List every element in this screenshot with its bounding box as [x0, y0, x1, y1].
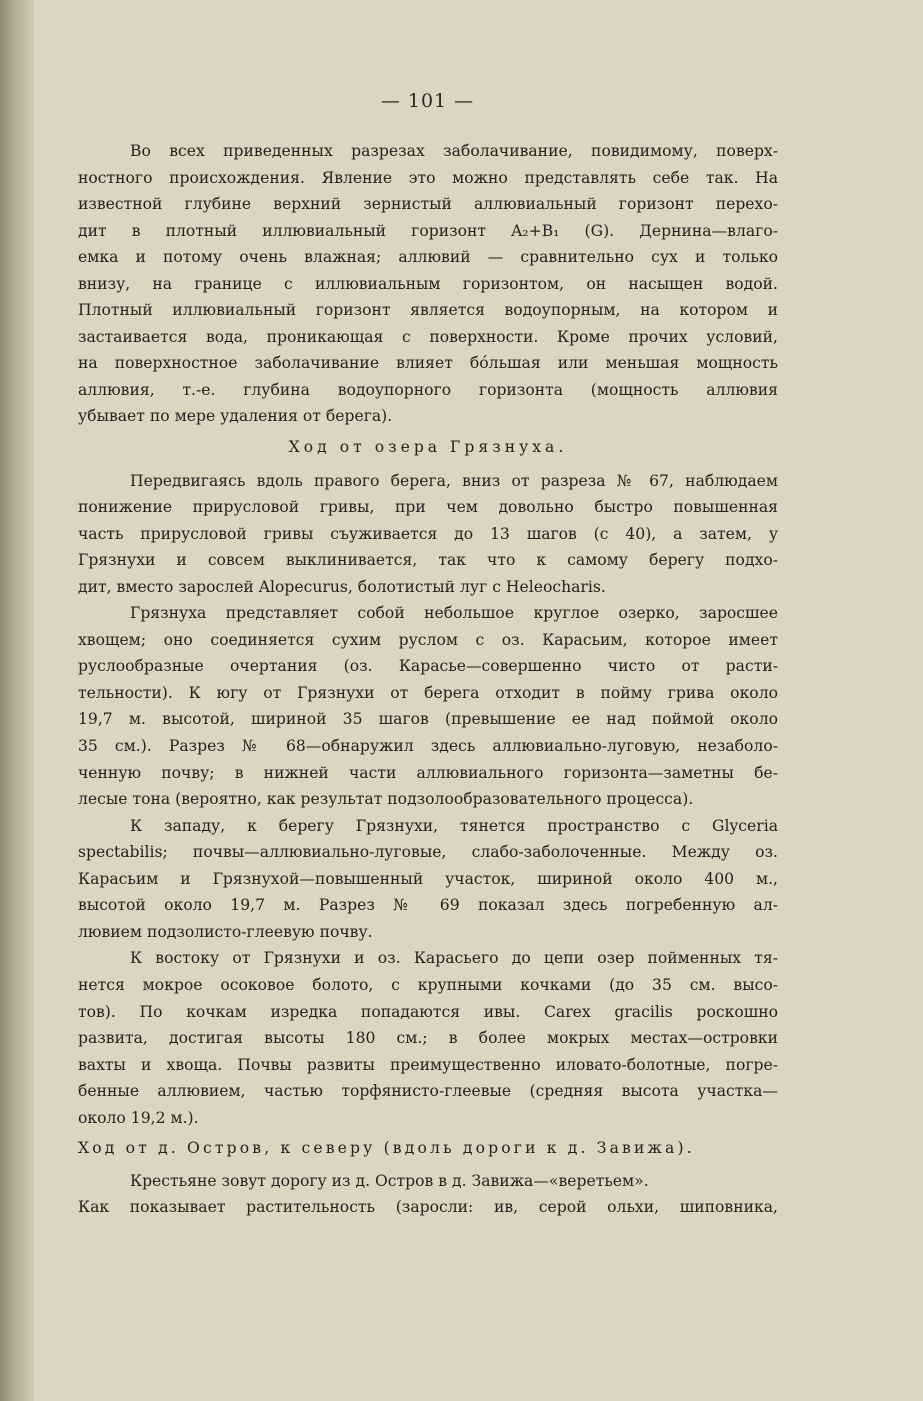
text-line: Грязнуха представляет собой небольшое круглое озерко, заросшее: [130, 604, 778, 623]
text-line: лесые тона (вероятно, как результат подзолообразовательного процесса).: [78, 790, 694, 809]
text-line: понижение прирусловой гривы, при чем довольно быстро повышенная: [78, 498, 778, 517]
paragraph: [78, 945, 778, 1131]
text-line: Передвигаясь вдоль правого берега, вниз от разреза № 67, наблюдаем: [130, 471, 778, 490]
text-line: высотой около 19,7 м. Разрез № 69 показал здесь погребенную ал-: [78, 896, 778, 915]
text-line: застаивается вода, проникающая с поверхности. Кроме прочих условий,: [78, 327, 778, 346]
paragraph: [78, 468, 778, 601]
text-line: Карасьим и Грязнухой—повышенный участок, шириной около 400 м.,: [78, 869, 778, 888]
text-line: 19,7 м. высотой, шириной 35 шагов (превышение ее над поймой около: [78, 710, 778, 729]
text-line: тельности). К югу от Грязнухи от берега отходит в пойму грива около: [78, 683, 778, 702]
text-line: хвощем; оно соединяется сухим руслом с оз. Карасьим, которое имеет: [78, 630, 778, 649]
text-line: дит в плотный иллювиальный горизонт A₂+B₁ (G). Дернина—влаго-: [78, 221, 778, 240]
text-line: Как показывает растительность (заросли: ив, серой ольхи, шиповника,: [78, 1198, 778, 1217]
text-line: Плотный иллювиальный горизонт является водоупорным, на котором и: [78, 301, 778, 320]
text-line: около 19,2 м.).: [78, 1108, 199, 1127]
text-line: лювием подзолисто-глеевую почву.: [78, 922, 373, 941]
section-heading: Ход от озера Грязнуха.: [288, 438, 568, 457]
text-line: spectabilis; почвы—аллювиально-луговые, слабо-заболоченные. Между оз.: [78, 843, 778, 862]
paragraph: [78, 600, 778, 812]
paragraph: [78, 138, 778, 430]
text-line: аллювия, т.-е. глубина водоупорного горизонта (мощность аллювия: [78, 380, 778, 399]
text-line: вахты и хвоща. Почвы развиты преимущественно иловато-болотные, погре-: [78, 1055, 778, 1074]
text-line: 35 см.). Разрез № 68—обнаружил здесь аллювиально-луговую, незаболо-: [78, 737, 778, 756]
section-heading: Ход от д. Остров, к северу (вдоль дороги к д. Завижа).: [78, 1139, 695, 1158]
text-line: Крестьяне зовут дорогу из д. Остров в д. Завижа—«веретьем».: [130, 1171, 649, 1190]
text-line: Грязнухи и совсем выклинивается, так что к самому берегу подхо-: [78, 551, 778, 570]
text-line: ностного происхождения. Явление это можно представлять себе так. На: [78, 168, 778, 187]
text-line: внизу, на границе с иллювиальным горизонтом, он насыщен водой.: [78, 274, 778, 293]
text-line: К востоку от Грязнухи и оз. Карасьего до цепи озер пойменных тя-: [130, 949, 778, 968]
page-number: — 101 —: [380, 90, 475, 112]
text-line: нется мокрое осоковое болото, с крупными кочками (до 35 см. высо-: [78, 975, 778, 994]
text-line: руслообразные очертания (оз. Карасье—совершенно чисто от расти-: [78, 657, 778, 676]
text-line: ченную почву; в нижней части аллювиального горизонта—заметны бе-: [78, 763, 778, 782]
binding-shadow: [0, 0, 34, 1401]
paragraph: [78, 1168, 778, 1221]
text-line: убывает по мере удаления от берега).: [78, 407, 393, 426]
text-line: часть прирусловой гривы съуживается до 13 шагов (с 40), а затем, у: [78, 524, 778, 543]
text-line: развита, достигая высоты 180 см.; в более мокрых местах—островки: [78, 1029, 778, 1048]
text-line: емка и потому очень влажная; аллювий — сравнительно сух и только: [78, 248, 778, 267]
text-line: бенные аллювием, частью торфянисто-глеевые (средняя высота участка—: [78, 1082, 778, 1101]
text-line: известной глубине верхний зернистый аллювиальный горизонт перехо-: [78, 195, 778, 214]
text-line: дит, вместо зарослей Alopecurus, болотистый луг с Heleocharis.: [78, 577, 606, 596]
text-line: на поверхностное заболачивание влияет бо́льшая или меньшая мощность: [78, 354, 778, 373]
text-line: Во всех приведенных разрезах заболачивание, повидимому, поверх-: [130, 142, 778, 160]
body-text: [78, 138, 778, 1221]
text-line: К западу, к берегу Грязнухи, тянется пространство с Glyceria: [130, 816, 778, 835]
paragraph: [78, 813, 778, 946]
text-line: тов). По кочкам изредка попадаются ивы. Carex gracilis роскошно: [78, 1002, 778, 1021]
